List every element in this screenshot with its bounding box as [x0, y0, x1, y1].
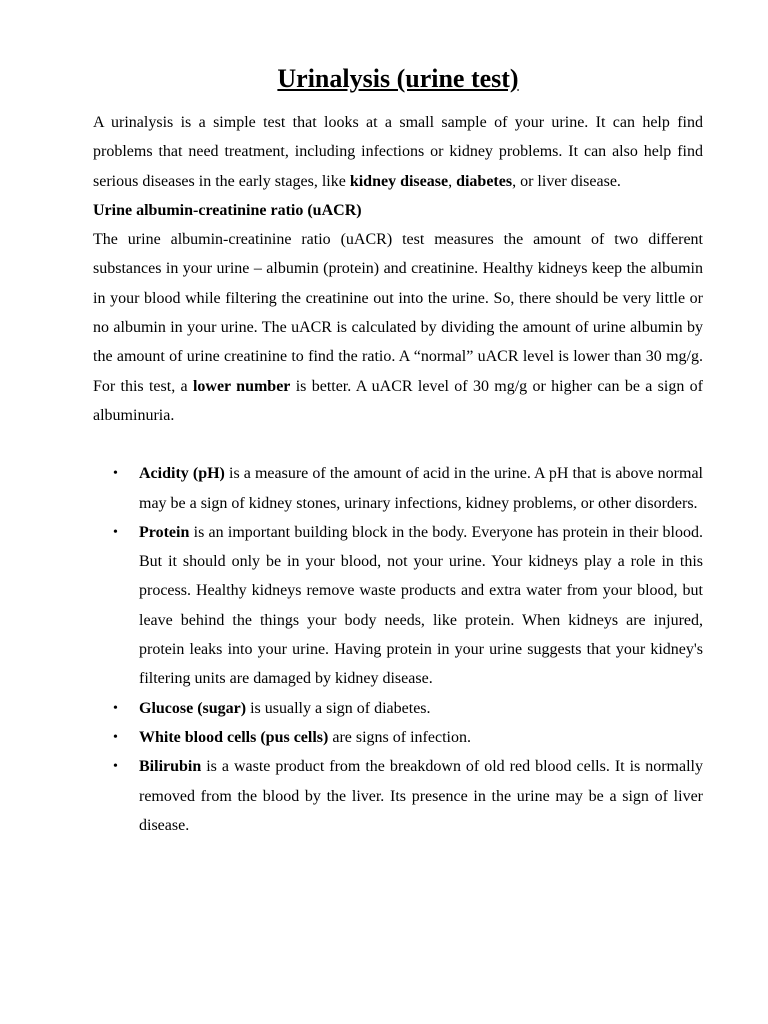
- intro-bold-diabetes: diabetes: [456, 172, 513, 190]
- intro-text-3: , or liver disease.: [512, 172, 621, 190]
- intro-text-1: A urinalysis is a simple test that looks at a small sample of your urine. It can help find problems that need treatment, including infections or kidney problems. It can also help find serious diseases in the early stages, like: [93, 114, 703, 190]
- uacr-text-2: is better. A uACR level of 30 mg/g or higher can be a sign of albuminuria.: [93, 377, 703, 424]
- bullet-icon: •: [113, 729, 118, 745]
- list-item-text: is a measure of the amount of acid in the urine. A pH that is above normal may be a sign of kidney stones, urinary infections, kidney problems, or other disorders.: [139, 465, 703, 512]
- intro-paragraph: [93, 108, 703, 196]
- intro-bold-kidney-disease: kidney disease: [349, 172, 449, 190]
- bullet-icon: •: [113, 466, 118, 482]
- list-item-text: is usually a sign of diabetes.: [246, 699, 431, 717]
- bullet-icon: •: [113, 524, 118, 540]
- list-item-protein: [93, 518, 703, 694]
- list-item-term: White blood cells (pus cells): [139, 728, 329, 746]
- list-item-term: Protein: [139, 523, 190, 541]
- list-item-text: is an important building block in the body. Everyone has protein in their blood. But it should only be in your blood, not your urine. Your kidneys play a role in this process. Healthy kidneys remove waste products and extra water from your blood, but leave behind the things your body needs, like protein. When kidneys are injured, protein leaks into your urine. Having protein in your urine suggests that your kidney's filtering units are damaged by kidney disease.: [139, 523, 703, 688]
- uacr-paragraph: [93, 225, 703, 430]
- list-item-text: are signs of infection.: [328, 728, 471, 746]
- test-results-list: [93, 459, 703, 840]
- uacr-text-1: The urine albumin-creatinine ratio (uACR) test measures the amount of two different substances in your urine – albumin (protein) and creatinine. Healthy kidneys keep the albumin in your blood while filtering the creatinine out into the urine. So, there should be very little or no albumin in your urine. The uACR is calculated by dividing the amount of urine albumin by the amount of urine creatinine to find the ratio. A “normal” uACR level is lower than 30 mg/g. For this test, a: [93, 231, 703, 395]
- bullet-icon: •: [113, 700, 118, 716]
- list-item-white-blood-cells: [93, 723, 703, 752]
- document-page: [93, 60, 703, 840]
- uacr-heading: Urine albumin-creatinine ratio (uACR): [93, 201, 362, 219]
- list-item-term: Acidity (pH): [139, 465, 225, 483]
- list-item-bilirubin: [93, 752, 703, 840]
- paragraph-spacer: [93, 430, 703, 459]
- intro-text-2: ,: [448, 172, 457, 190]
- list-item-text: is a waste product from the breakdown of old red blood cells. It is normally removed from the blood by the liver. Its presence in the urine may be a sign of liver disease.: [139, 758, 703, 834]
- uacr-bold-lower-number: lower number: [192, 377, 291, 395]
- list-item-glucose: [93, 694, 703, 723]
- bullet-icon: •: [113, 759, 118, 775]
- list-item-term: Bilirubin: [139, 758, 202, 776]
- list-item-acidity: [93, 459, 703, 518]
- page-title: Urinalysis (urine test): [277, 64, 519, 93]
- list-item-term: Glucose (sugar): [139, 699, 247, 717]
